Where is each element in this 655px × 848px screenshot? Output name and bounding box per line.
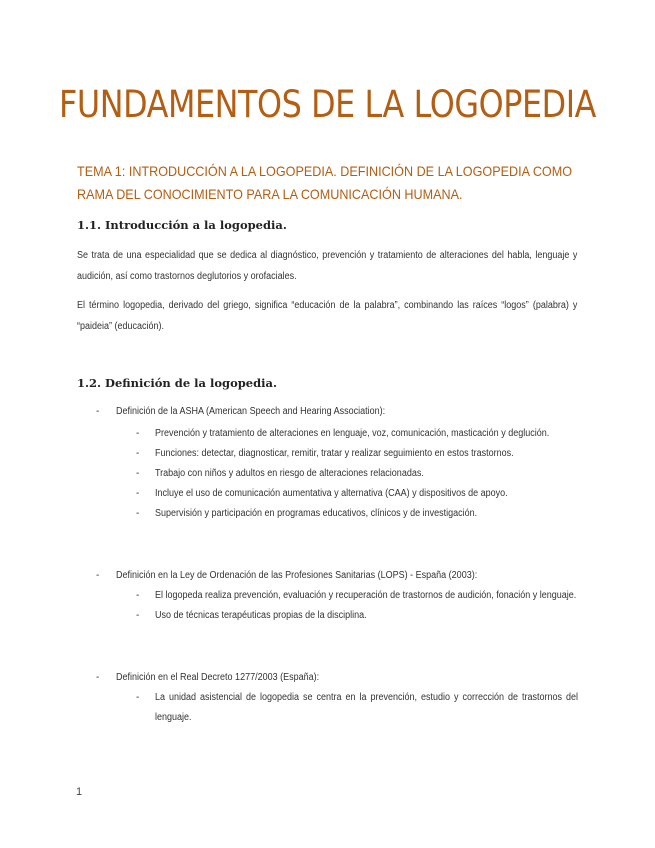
list-item: La unidad asistencial de logopedia se centra en la prevención, estudio y corrección de trastornos del lenguaje. (155, 692, 578, 723)
section-heading-1-1: 1.1. Introducción a la logopedia. (77, 218, 287, 232)
list-item: El logopeda realiza prevención, evaluación y recuperación de trastornos de audición, fonación y lenguaje. (155, 590, 577, 601)
list-item: Prevención y tratamiento de alteraciones en lenguaje, voz, comunicación, masticación y deglución. (155, 428, 550, 439)
paragraph-etymology: El término logopedia, derivado del griego, significa “educación de la palabra”, combinando las raíces “logos” (palabra) y “paideia” (educación). (77, 300, 578, 332)
page-number: 1 (76, 786, 83, 798)
dash-bullet: - (136, 590, 140, 601)
dash-bullet: - (136, 610, 140, 621)
dash-bullet: - (96, 406, 100, 417)
document-title: FUNDAMENTOS DE LA LOGOPEDIA (58, 83, 597, 126)
dash-bullet: - (96, 570, 100, 581)
list-item-lops: Definición en la Ley de Ordenación de las Profesiones Sanitarias (LOPS) - España (2003): (116, 570, 478, 581)
list-item: Incluye el uso de comunicación aumentativa y alternativa (CAA) y dispositivos de apoyo. (155, 488, 508, 499)
dash-bullet: - (136, 468, 140, 479)
dash-bullet: - (136, 508, 140, 519)
dash-bullet: - (136, 448, 140, 459)
dash-bullet: - (136, 428, 140, 439)
list-item-real-decreto: Definición en el Real Decreto 1277/2003 (España): (116, 672, 320, 683)
section-heading-1-2: 1.2. Definición de la logopedia. (77, 376, 277, 390)
dash-bullet: - (136, 488, 140, 499)
dash-bullet: - (136, 692, 140, 703)
dash-bullet: - (96, 672, 100, 683)
list-item: Trabajo con niños y adultos en riesgo de alteraciones relacionadas. (155, 468, 424, 479)
list-item: Supervisión y participación en programas educativos, clínicos y de investigación. (155, 508, 478, 519)
list-item-asha: Definición de la ASHA (American Speech and Hearing Association): (116, 406, 386, 417)
topic-heading: TEMA 1: INTRODUCCIÓN A LA LOGOPEDIA. DEFINICIÓN DE LA LOGOPEDIA COMO RAMA DEL CONOCIMIENTO PARA LA COMUNICACIÓN HUMANA. (77, 163, 573, 202)
list-item: Funciones: detectar, diagnosticar, remitir, tratar y realizar seguimiento en estos trastornos. (155, 448, 514, 459)
list-item: Uso de técnicas terapéuticas propias de la disciplina. (155, 610, 367, 621)
paragraph-intro-definition: Se trata de una especialidad que se dedica al diagnóstico, prevención y tratamiento de alteraciones del habla, lenguaje y audición, así como trastornos deglutorios y orofaciales. (77, 250, 578, 282)
